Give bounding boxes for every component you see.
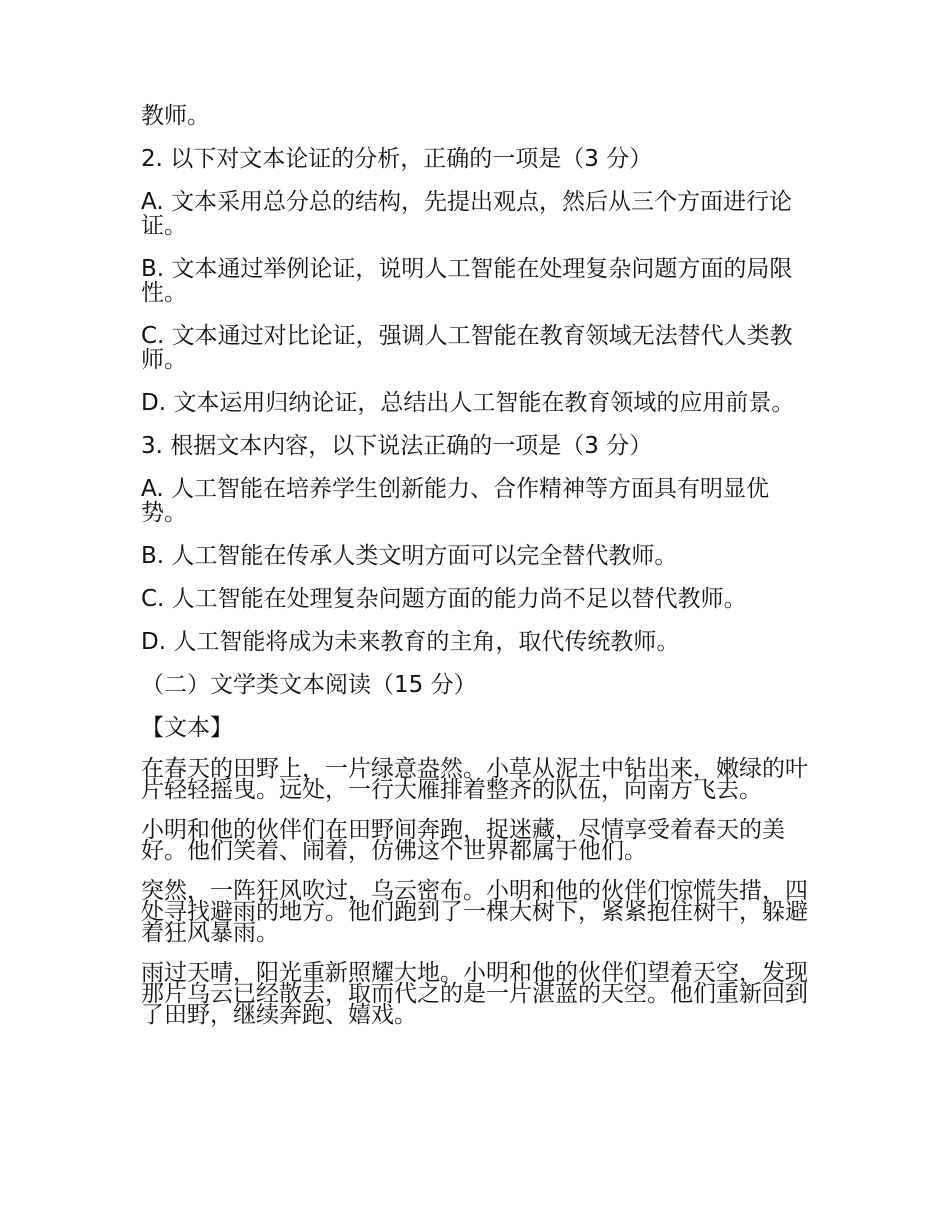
question-3-option-b: B. 人工智能在传承人类文明方面可以完全替代教师。 [141, 543, 678, 569]
story-paragraph-2: 小明和他的伙伴们在田野间奔跑，捉迷藏，尽情享受着春天的美好。他们笑着、闹着，仿佛这个世界都属于他们。 [141, 817, 785, 864]
section-heading: （二）文学类文本阅读（15 分） [141, 672, 477, 698]
paragraph-continuation: 教师。 [141, 103, 210, 129]
story-paragraph-1: 在春天的田野上，一片绿意盎然。小草从泥土中钻出来，嫩绿的叶片轻轻摇曳。远处，一行大雁排着整齐的队伍，向南方飞去。 [141, 756, 808, 803]
question-2-option-d: D. 文本运用归纳论证，总结出人工智能在教育领域的应用前景。 [141, 390, 795, 416]
question-2-option-a: A. 文本采用总分总的结构，先提出观点，然后从三个方面进行论证。 [141, 189, 792, 239]
question-3-option-c: C. 人工智能在处理复杂问题方面的能力尚不足以替代教师。 [141, 586, 747, 612]
question-2: 2. 以下对文本论证的分析，正确的一项是（3 分） [141, 146, 653, 172]
story-paragraph-4: 雨过天晴，阳光重新照耀大地。小明和他的伙伴们望着天空，发现那片乌云已经散去，取而代之的是一片湛蓝的天空。他们重新回到了田野，继续奔跑、嬉戏。 [141, 960, 808, 1028]
question-2-option-b: B. 文本通过举例论证，说明人工智能在处理复杂问题方面的局限性。 [141, 256, 793, 306]
question-3: 3. 根据文本内容，以下说法正确的一项是（3 分） [141, 433, 653, 459]
text-label: 【文本】 [141, 715, 233, 741]
story-paragraph-3: 突然，一阵狂风吹过，乌云密布。小明和他的伙伴们惊慌失措，四处寻找避雨的地方。他们跑到了一棵大树下，紧紧抱住树干，躲避着狂风暴雨。 [141, 878, 808, 946]
document-page [141, 104, 811, 1045]
question-2-option-c: C. 文本通过对比论证，强调人工智能在教育领域无法替代人类教师。 [141, 323, 793, 373]
question-3-option-a: A. 人工智能在培养学生创新能力、合作精神等方面具有明显优势。 [141, 476, 769, 526]
question-3-option-d: D. 人工智能将成为未来教育的主角，取代传统教师。 [141, 629, 680, 655]
